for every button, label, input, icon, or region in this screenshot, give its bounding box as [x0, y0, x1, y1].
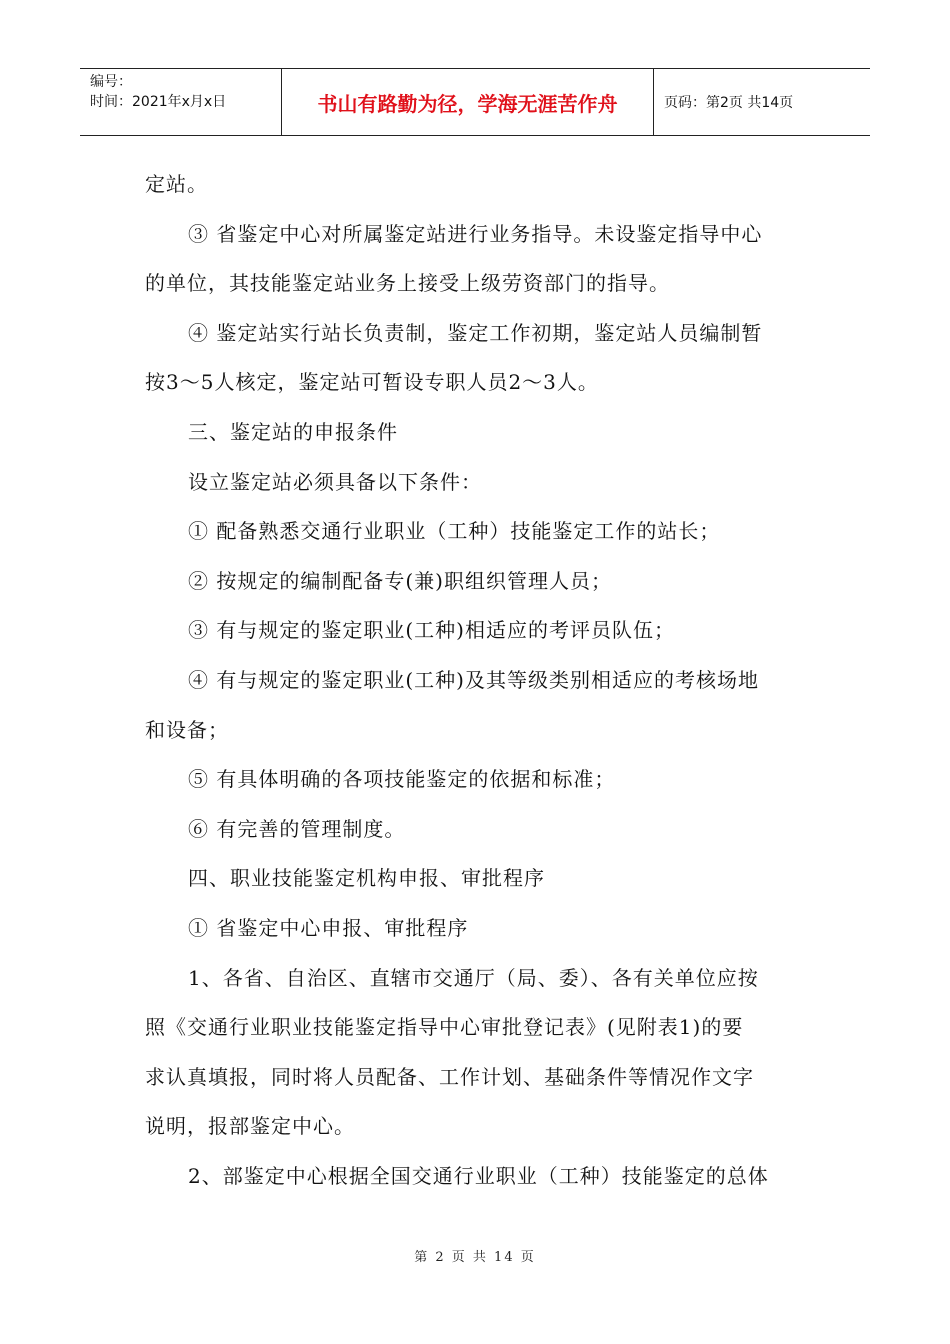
body-line: 照《交通行业职业技能鉴定指导中心审批登记表》(见附表1)的要 — [145, 1015, 744, 1040]
body-line: 设立鉴定站必须具备以下条件： — [188, 469, 482, 494]
body-line: ① 省鉴定中心申报、审批程序 — [188, 915, 469, 940]
document-number-label: 编号： — [90, 74, 132, 90]
page-footer: 第 2 页 共 14 页 — [414, 1250, 536, 1265]
body-line: 四、职业技能鉴定机构申报、审批程序 — [188, 866, 545, 891]
body-line: 的单位，其技能鉴定站业务上接受上级劳资部门的指导。 — [145, 271, 670, 296]
page-header — [80, 68, 870, 136]
body-line: 求认真填报，同时将人员配备、工作计划、基础条件等情况作文字 — [145, 1064, 754, 1089]
body-line: 2、部鉴定中心根据全国交通行业职业（工种）技能鉴定的总体 — [188, 1163, 769, 1188]
body-line: 定站。 — [145, 172, 208, 196]
document-time-label: 时间：2021年x月x日 — [90, 94, 227, 110]
body-line: 1、各省、自治区、直辖市交通厅（局、委）、各有关单位应按 — [188, 965, 759, 990]
body-line: ⑥ 有完善的管理制度。 — [188, 816, 406, 841]
body-line: 说明，报部鉴定中心。 — [145, 1114, 355, 1139]
body-line: ② 按规定的编制配备专(兼)职组织管理人员； — [188, 568, 612, 593]
body-line: ④ 鉴定站实行站长负责制，鉴定工作初期，鉴定站人员编制暂 — [188, 320, 763, 345]
body-line: 按3～5人核定，鉴定站可暂设专职人员2～3人。 — [145, 370, 599, 395]
header-meta — [80, 69, 282, 135]
header-page-label: 页码：第2页 共14页 — [664, 95, 794, 111]
document-body — [145, 160, 815, 1201]
body-line: ⑤ 有具体明确的各项技能鉴定的依据和标准； — [188, 767, 616, 792]
body-line: ③ 有与规定的鉴定职业(工种)相适应的考评员队伍； — [188, 618, 675, 643]
body-line: ③ 省鉴定中心对所属鉴定站进行业务指导。未设鉴定指导中心 — [188, 221, 763, 246]
body-line: 和设备； — [145, 717, 229, 742]
body-line: 三、鉴定站的申报条件 — [188, 419, 398, 444]
body-line: ④ 有与规定的鉴定职业(工种)及其等级类别相适应的考核场地 — [188, 667, 759, 692]
header-motto: 书山有路勤为径，学海无涯苦作舟 — [282, 69, 654, 135]
body-line: ① 配备熟悉交通行业职业（工种）技能鉴定工作的站长； — [188, 519, 721, 544]
